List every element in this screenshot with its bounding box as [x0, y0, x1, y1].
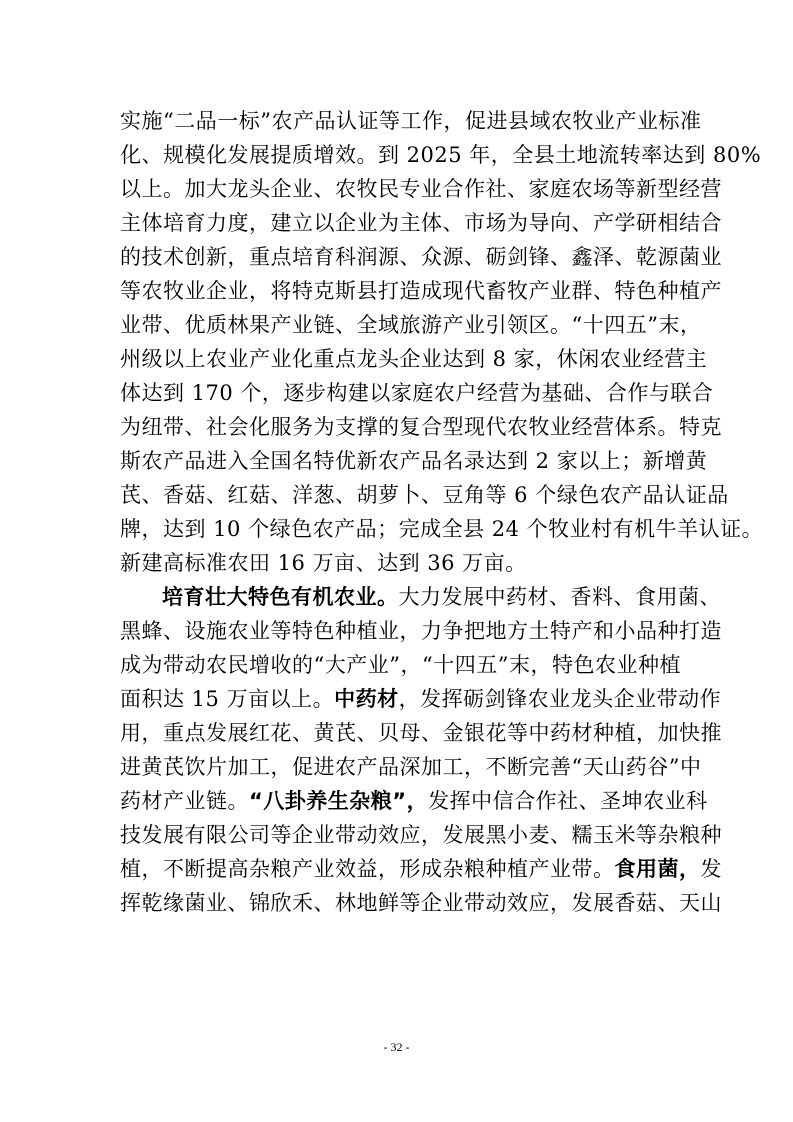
keyword-bagua-grains: “八卦养生杂粮”， [249, 789, 429, 813]
text-line: 斯农产品进入全国名特优新农产品名录达到 2 家以上；新增黄 [120, 449, 708, 473]
text-line: 体达到 170 个，逐步构建以家庭农户经营为基础、合作与联合 [120, 381, 714, 405]
text-line: 用，重点发展红花、黄芪、贝母、金银花等中药材种植，加快推 [120, 721, 722, 745]
text-line: 业带、优质林果产业链、全域旅游产业引领区。“十四五”末， [120, 313, 702, 337]
text-segment: ，发挥砺剑锋农业龙头企业带动作 [398, 687, 722, 711]
text-line: 牌，达到 10 个绿色农产品；完成全县 24 个牧业村有机牛羊认证。 [120, 517, 764, 541]
keyword-edible-fungi: 食用菌， [614, 857, 701, 881]
text-segment: 大力发展中药材、香料、食用菌、 [398, 585, 721, 609]
section-heading: 培育壮大特色有机农业。 [162, 585, 399, 609]
body-text [120, 104, 764, 920]
text-line [120, 852, 722, 886]
text-line [120, 784, 708, 818]
text-line: 以上。加大龙头企业、农牧民专业合作社、家庭农场等新型经营 [120, 177, 722, 201]
text-segment: 植，不断提高杂粮产业效益，形成杂粮种植产业带。 [120, 857, 615, 881]
text-line [120, 682, 722, 716]
page-number: - 32 - [383, 1040, 410, 1054]
text-line: 等农牧业企业，将特克斯县打造成现代畜牧产业群、特色种植产 [120, 279, 722, 303]
text-line: 成为带动农民增收的“大产业”，“十四五”末，特色农业种植 [120, 653, 681, 677]
paragraph-agri-standardization [120, 104, 764, 580]
text-line: 为纽带、社会化服务为支撑的复合型现代农牧业经营体系。特克 [120, 415, 722, 439]
text-line: 挥乾缘菌业、锦欣禾、林地鲜等企业带动效应，发展香菇、天山 [120, 891, 722, 915]
text-line: 芪、香菇、红菇、洋葱、胡萝卜、豆角等 6 个绿色农产品认证品 [120, 483, 729, 507]
text-segment: 面积达 15 万亩以上。 [120, 687, 335, 711]
text-line: 的技术创新，重点培育科润源、众源、砺剑锋、鑫泽、乾源菌业 [120, 245, 722, 269]
text-line: 新建高标准农田 16 万亩、达到 36 万亩。 [120, 551, 527, 575]
text-line: 进黄芪饮片加工，促进农产品深加工，不断完善“天山药谷”中 [120, 755, 702, 779]
text-line: 技发展有限公司等企业带动效应，发展黑小麦、糯玉米等杂粮种 [120, 823, 722, 847]
text-segment: 发 [700, 857, 722, 881]
text-line: 州级以上农业产业化重点龙头企业达到 8 家，休闲农业经营主 [120, 347, 708, 371]
text-line: 黑蜂、设施农业等特色种植业，力争把地方土特产和小品种打造 [120, 619, 722, 643]
paragraph-specialty-organic-agriculture [120, 580, 722, 920]
text-line [120, 580, 721, 614]
text-line: 主体培育力度，建立以企业为主体、市场为导向、产学研相结合 [120, 211, 722, 235]
text-segment: 发挥中信合作社、圣坤农业科 [428, 789, 708, 813]
text-line: 化、规模化发展提质增效。到 2025 年，全县土地流转率达到 80% [120, 143, 762, 167]
text-segment: 药材产业链。 [120, 789, 249, 813]
keyword-herbal-medicine: 中药材 [334, 687, 399, 711]
text-line: 实施“二品一标”农产品认证等工作，促进县域农牧业产业标准 [120, 109, 702, 133]
